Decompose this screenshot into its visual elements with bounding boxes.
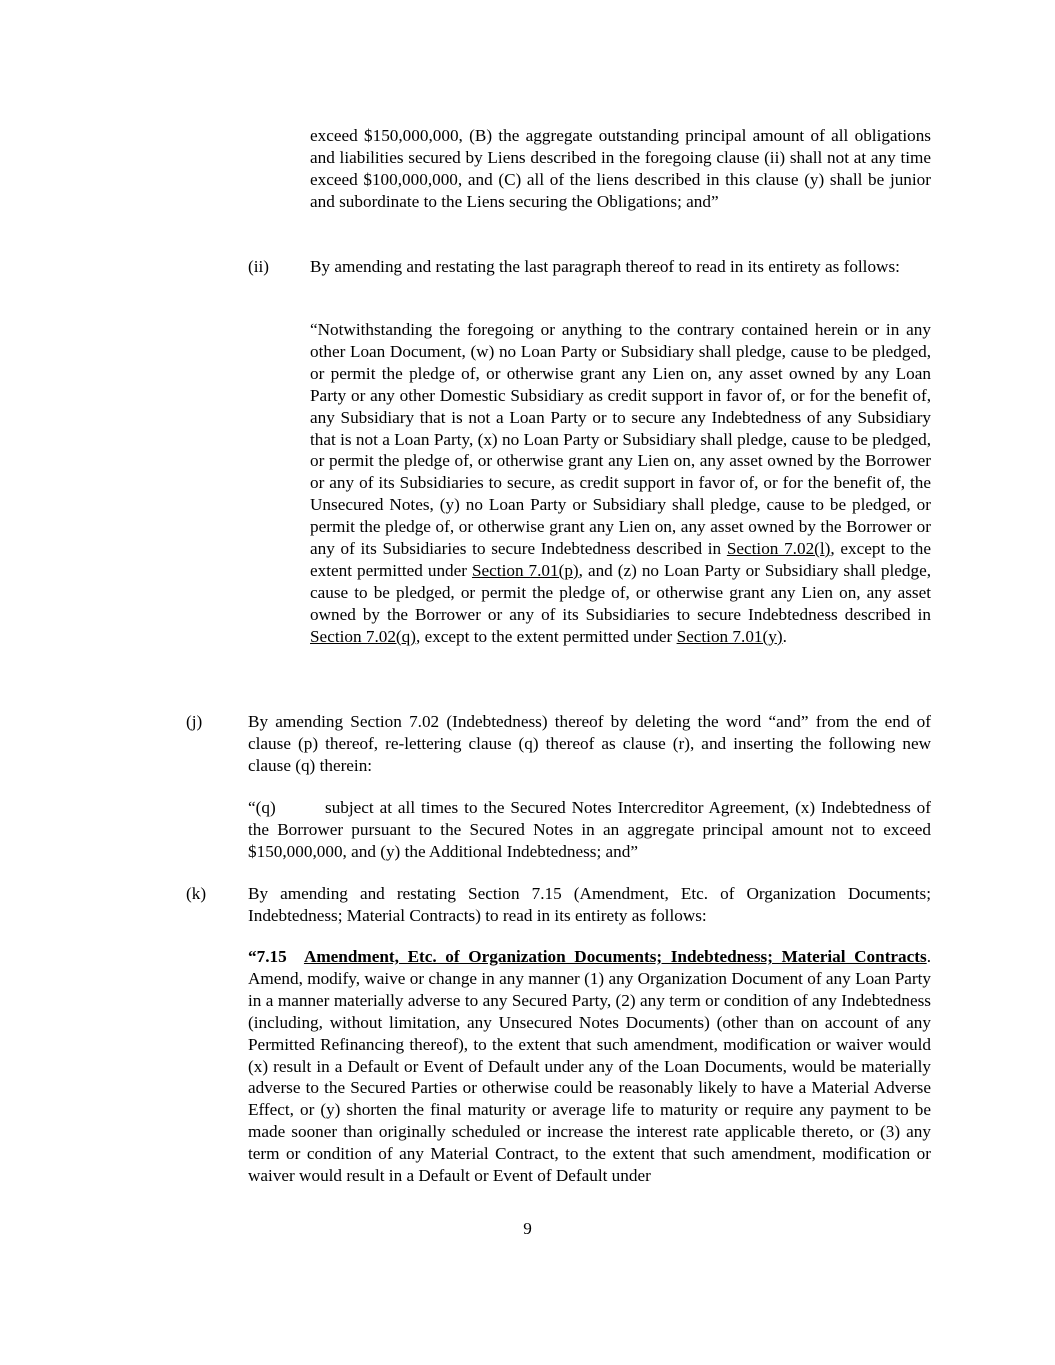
item-k-label: (k): [186, 884, 207, 903]
section-reference-link: Section 7.02(l): [726, 539, 831, 559]
continuation-paragraph: exceed $150,000,000, (B) the aggregate outstanding principal amount of all obligations and liabilities secured by Liens described in the foregoing clause (ii) shall not at any time exceed $100,000,000, and (C) all of the liens described in this clause (y) shall be junior and subordinate to the Liens securing the Obligations; and”: [310, 126, 931, 211]
section-title: Amendment, Etc. of Organization Documents; Indebtedness; Material Contracts: [303, 947, 927, 966]
section-7-15-paragraph: [248, 946, 931, 1187]
clause-q-label: “(q): [248, 798, 276, 817]
quote-text-part3: , and (z) no Loan Party or Subsidiary shall pledge, cause to be pledged, or permit the pledge of, or otherwise grant any Lien on, any asset owned by the Borrower or any of its Subsidiaries to secure Indebtedness described in: [310, 560, 931, 624]
item-j-paragraph: By amending Section 7.02 (Indebtedness) thereof by deleting the word “and” from the end of clause (p) thereof, re-lettering clause (q) thereof as clause (r), and inserting the following new clause (q) therein:: [248, 712, 931, 775]
section-reference-link: Section 7.01(p): [471, 560, 579, 580]
quote-text-part1: “Notwithstanding the foregoing or anything to the contrary contained herein or in any other Loan Document, (w) no Loan Party or Subsidiary shall pledge, cause to be pledged, or permit the pledge of, or otherwise grant any Lien on, any asset owned by any Loan Party or any other Domestic Subsidiary as credit support in favor of, or for the benefit of, any Subsidiary that is not a Loan Party or to secure any Indebtedness of any Subsidiary that is not a Loan Party, (x) no Loan Party or Subsidiary shall pledge, cause to be pledged, or permit the pledge of, or otherwise grant any Lien on, any asset owned by the Borrower or any of its Subsidiaries to secure, as credit support in favor of, or for the benefit of, the Unsecured Notes, (y) no Loan Party or Subsidiary shall pledge, cause to be pledged, or permit the pledge of, or otherwise grant any Lien on, any asset owned by the Borrower or any of its Subsidiaries to secure Indebtedness described in: [310, 320, 931, 559]
quote-text-part4: , except to the extent permitted under: [415, 626, 677, 646]
page-number: 9: [523, 1219, 532, 1238]
quote-text-part2: , except to the extent permitted under: [310, 539, 931, 580]
item-j-label: (j): [186, 712, 203, 731]
section-number: “7.15: [248, 947, 287, 966]
clause-q-paragraph: subject at all times to the Secured Notes Intercreditor Agreement, (x) Indebtedness of the Borrower pursuant to the Secured Notes in an aggregate principal amount not to exceed $150,000,000, and (y) the Additional Indebtedness; and”: [248, 798, 931, 861]
item-ii-paragraph: By amending and restating the last paragraph thereof to read in its entirety as follows:: [310, 257, 900, 276]
item-k-paragraph: By amending and restating Section 7.15 (Amendment, Etc. of Organization Documents; Indebtedness; Material Contracts) to read in its entirety as follows:: [248, 884, 931, 925]
section-reference-link: Section 7.01(y): [676, 626, 783, 646]
section-body: . Amend, modify, waive or change in any manner (1) any Organization Document of any Loan Party in a manner materially adverse to any Secured Party, (2) any term or condition of any Indebtedness (including, without limitation, any Unsecured Notes Documents) (other than on account of any Permitted Refinancing thereof), to the extent that such amendment, modification or waiver would (x) result in a Default or Event of Default under any of the Loan Documents, would be materially adverse to the Secured Parties or otherwise could be reasonably likely to have a Material Adverse Effect, or (y) shorten the final maturity or average life to maturity or require any payment to be made sooner than originally scheduled or increase the interest rate applicable thereto, or (3) any term or condition of any Material Contract, to the extent that such amendment, modification or waiver would result in a Default or Event of Default under: [248, 947, 931, 1186]
quote-text-part5: .: [782, 626, 787, 646]
item-ii-label: (ii): [248, 257, 269, 276]
item-ii-quoted-paragraph: [310, 319, 931, 648]
section-reference-link: Section 7.02(q): [310, 626, 416, 646]
